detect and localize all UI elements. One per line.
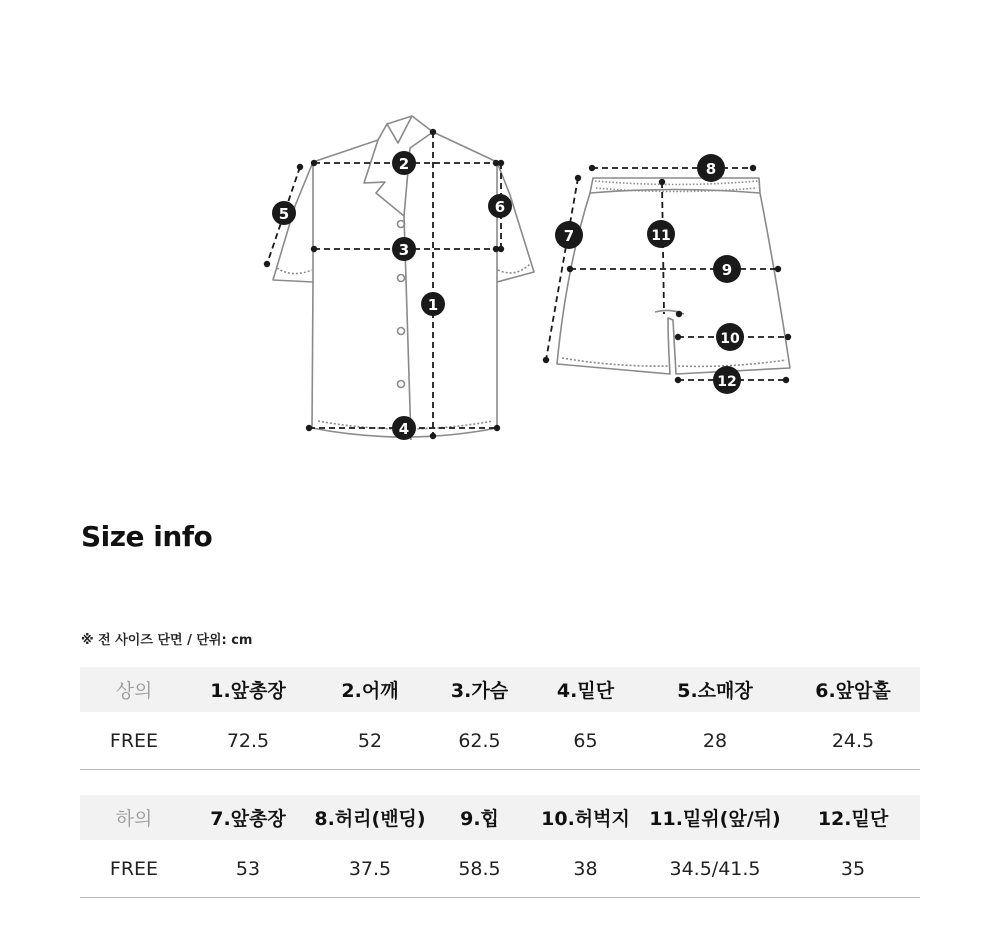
- svg-text:1: 1: [427, 296, 439, 314]
- svg-text:4: 4: [398, 420, 410, 438]
- top-table-value-row: [80, 712, 920, 770]
- bottom-value-9: 58.5: [458, 857, 501, 880]
- svg-text:9: 9: [721, 261, 733, 279]
- top-value-6: 24.5: [831, 729, 875, 752]
- bottom-value-8: 37.5: [348, 857, 392, 880]
- bottom-size-label: FREE: [109, 857, 159, 880]
- bottom-size-table: [80, 795, 920, 898]
- top-header-3: 3.가슴: [450, 680, 509, 702]
- svg-text:11: 11: [651, 228, 671, 244]
- page-title: Size info: [81, 520, 213, 553]
- bottom-header-8: 8.허리(밴딩): [314, 808, 426, 830]
- svg-text:12: 12: [717, 374, 737, 390]
- svg-text:6: 6: [494, 198, 506, 216]
- top-header-4: 4.밑단: [556, 680, 615, 702]
- marker-4: [392, 416, 416, 440]
- top-size-label: FREE: [109, 729, 159, 752]
- marker-2: [392, 151, 416, 175]
- bottom-value-7: 53: [235, 857, 261, 880]
- svg-text:7: 7: [563, 227, 575, 245]
- bottom-header-9: 9.힙: [460, 808, 499, 830]
- bottom-header-10: 10.허벅지: [541, 808, 630, 830]
- svg-text:3: 3: [398, 241, 410, 259]
- shorts-illustration: [557, 178, 790, 374]
- bottom-table-header-row: [80, 795, 920, 840]
- top-size-table: [80, 667, 920, 770]
- top-header-2: 2.어깨: [341, 680, 399, 702]
- bottom-header-11: 11.밑위(앞/뒤): [649, 808, 781, 830]
- bottom-header-12: 12.밑단: [817, 808, 889, 830]
- marker-7: [555, 221, 583, 249]
- top-value-4: 65: [573, 729, 598, 752]
- svg-text:5: 5: [278, 205, 290, 223]
- bottom-value-10: 38: [573, 857, 598, 880]
- marker-1: [421, 292, 445, 316]
- top-category-label: 상의: [115, 680, 153, 702]
- marker-3: [392, 237, 416, 261]
- marker-12: [713, 366, 741, 394]
- top-value-5: 28: [702, 729, 728, 752]
- top-header-5: 5.소매장: [677, 680, 753, 702]
- marker-9: [713, 255, 741, 283]
- marker-10: [716, 323, 744, 351]
- top-value-3: 62.5: [458, 729, 501, 752]
- svg-text:8: 8: [705, 160, 717, 178]
- top-value-2: 52: [357, 729, 383, 752]
- top-value-1: 72.5: [226, 729, 270, 752]
- top-table-header-row: [80, 667, 920, 712]
- unit-note: ※ 전 사이즈 단면 / 단위: cm: [81, 633, 253, 648]
- top-header-6: 6.앞암홀: [815, 680, 891, 702]
- top-header-1: 1.앞총장: [210, 680, 286, 702]
- bottom-value-12: 35: [840, 857, 866, 880]
- bottom-value-11: 34.5/41.5: [669, 857, 761, 880]
- svg-text:2: 2: [398, 155, 410, 173]
- marker-11: [647, 220, 675, 248]
- marker-5: [272, 201, 296, 225]
- bottom-category-label: 하의: [115, 808, 153, 830]
- marker-8: [697, 154, 725, 182]
- marker-6: [488, 194, 512, 218]
- bottom-table-value-row: [80, 840, 920, 898]
- svg-text:10: 10: [720, 331, 740, 347]
- bottom-header-7: 7.앞총장: [210, 808, 286, 830]
